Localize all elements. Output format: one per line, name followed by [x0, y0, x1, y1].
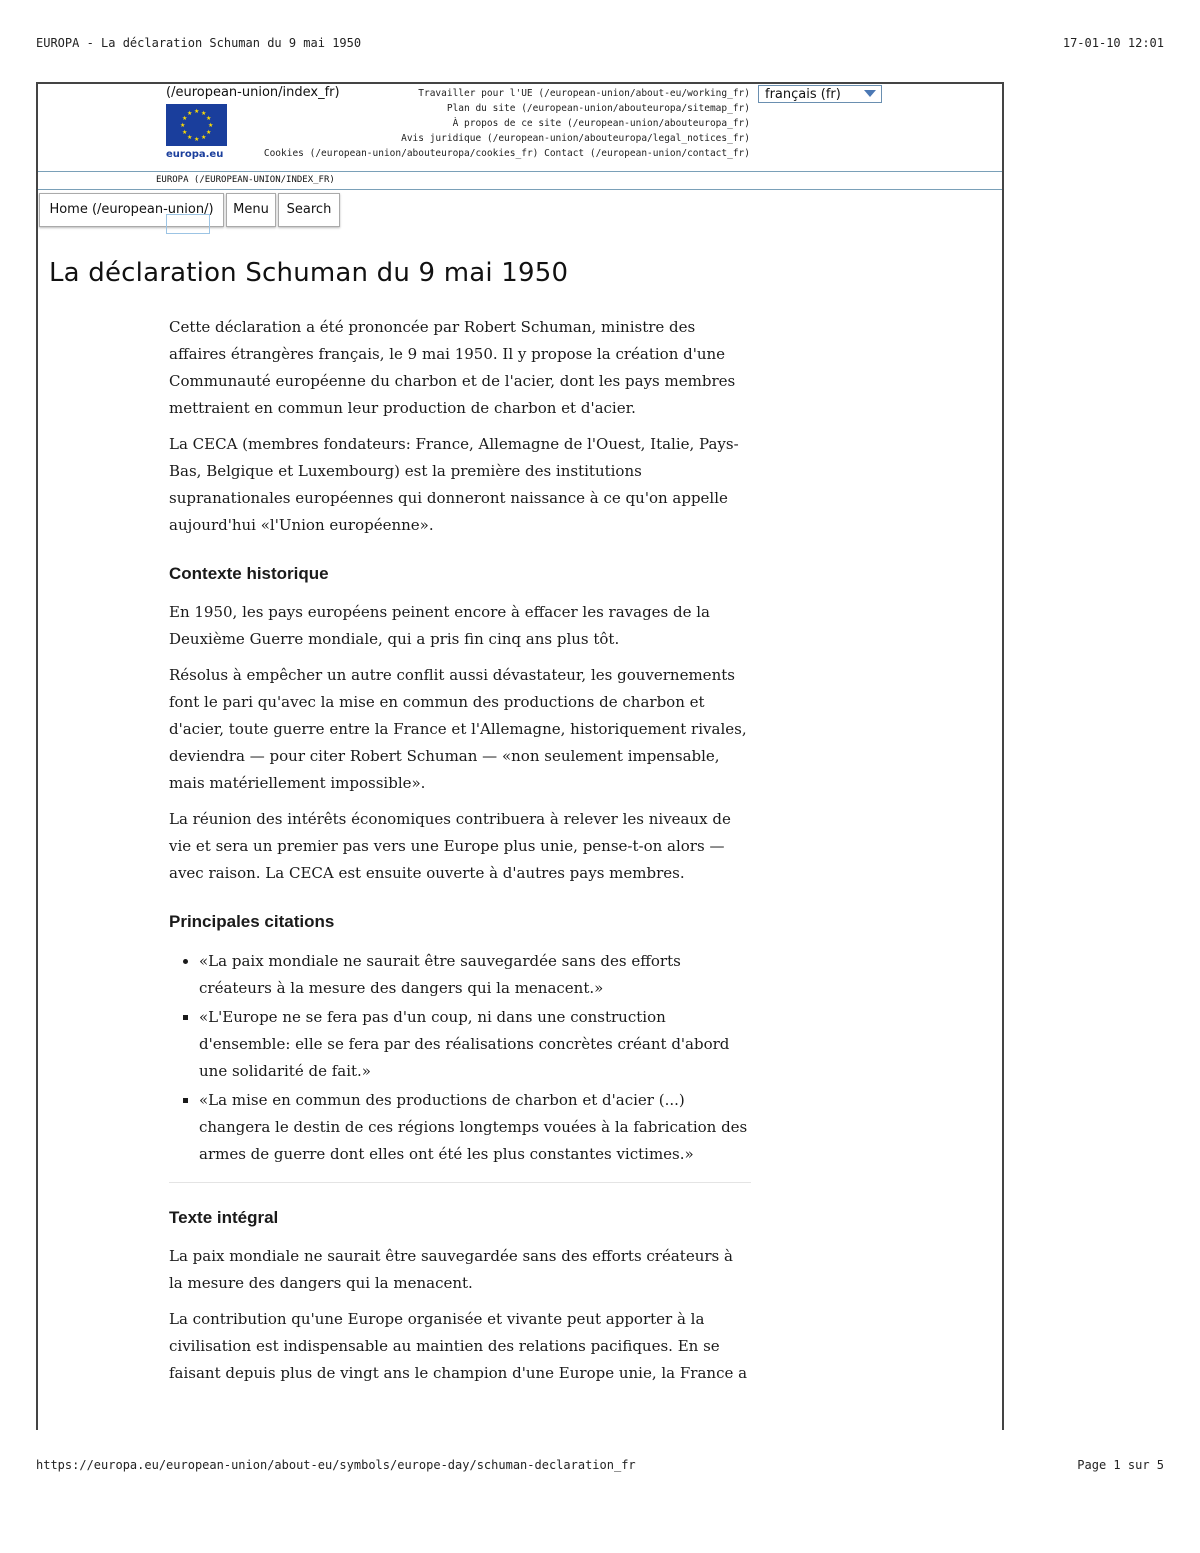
search-button[interactable]: Search [278, 193, 340, 227]
intro-paragraph: Cette déclaration a été prononcée par Robert Schuman, ministre des affaires étrangères français, le 9 mai 1950. Il y propose la création d'une Communauté européenne du charbon et de l'acier, dont les pays membres mettraient en commun leur production de charbon et d'acier. [169, 318, 736, 417]
breadcrumb [38, 172, 1002, 190]
context-paragraph: La réunion des intérêts économiques contribuera à relever les niveaux de vie et sera un premier pas vers une Europe plus unie, pense-t-on alors — avec raison. La CECA est ensuite ouverte à d'autres pays membres. [169, 810, 731, 882]
print-url: https://europa.eu/european-union/about-eu/symbols/europe-day/schuman-declaration_fr [36, 1458, 636, 1472]
list-item: ▪ «La mise en commun des productions de charbon et d'acier (...) changera le destin de ces régions longtemps vouées à la fabrication des armes de guerre dont elles ont été les plus constantes victimes.» [199, 1087, 751, 1168]
intro-paragraph: La CECA (membres fondateurs: France, Allemagne de l'Ouest, Italie, Pays-Bas, Belgique et Luxembourg) est la première des institutions supranationales européennes qui donneront naissance à ce qu'on appelle aujourd'hui «l'Union européenne». [169, 435, 739, 534]
home-link[interactable]: (/european-union/index_fr) [166, 85, 340, 100]
print-footer [36, 1458, 1164, 1472]
europa-logo[interactable] [166, 104, 228, 158]
section-heading: Principales citations [169, 912, 335, 931]
focus-ring [166, 214, 210, 234]
menu-button[interactable]: Menu [226, 193, 276, 227]
eu-flag-icon: ★ ★ ★ ★ ★ ★ ★ ★ ★ ★ ★ ★ [166, 104, 227, 146]
page-frame [36, 82, 1004, 1430]
home-button[interactable]: Home (/european-union/) [39, 193, 224, 227]
link-sitemap[interactable]: Plan du site (/european-union/abouteuropa/sitemap_fr) [446, 103, 750, 114]
logo-text: europa.eu [166, 149, 224, 160]
link-cookies-contact[interactable]: Cookies (/european-union/abouteuropa/cookies_fr) Contact (/european-union/contact_fr) [263, 148, 750, 159]
link-working[interactable]: Travailler pour l'UE (/european-union/about-eu/working_fr) [418, 88, 750, 99]
list-item: • «La paix mondiale ne saurait être sauvegardée sans des efforts créateurs à la mesure des dangers qui la menacent.» [199, 948, 751, 1002]
breadcrumb-link[interactable]: EUROPA (/EUROPEAN-UNION/INDEX_FR) [156, 175, 335, 185]
link-legal[interactable]: Avis juridique (/european-union/abouteuropa/legal_notices_fr) [401, 133, 750, 144]
page-title: La déclaration Schuman du 9 mai 1950 [49, 258, 569, 288]
nav-bar [38, 190, 1002, 230]
full-text-paragraph: La paix mondiale ne saurait être sauvegardée sans des efforts créateurs à la mesure des dangers qui la menacent. [169, 1247, 733, 1292]
section-heading: Texte intégral [169, 1208, 279, 1227]
chevron-down-icon [864, 90, 876, 97]
full-text-paragraph: La contribution qu'une Europe organisée et vivante peut apporter à la civilisation est indispensable au maintien des relations pacifiques. En se faisant depuis plus de vingt ans le champion d'une Europe unie, la France a [169, 1310, 748, 1382]
list-item: ▪ «L'Europe ne se fera pas d'un coup, ni dans une construction d'ensemble: elle se fera par des réalisations concrètes créant d'abord une solidarité de fait.» [199, 1004, 751, 1085]
section-heading: Contexte historique [169, 564, 329, 583]
print-header [36, 36, 1164, 50]
utility-links [264, 86, 750, 161]
quotes-list [169, 948, 751, 1168]
context-paragraph: En 1950, les pays européens peinent encore à effacer les ravages de la Deuxième Guerre mondiale, qui a pris fin cinq ans plus tôt. [169, 603, 710, 648]
link-about[interactable]: À propos de ce site (/european-union/abouteuropa_fr) [452, 118, 750, 129]
language-select[interactable] [758, 85, 882, 103]
language-value: français (fr) [765, 87, 841, 102]
article-body [169, 314, 751, 1396]
print-title: EUROPA - La déclaration Schuman du 9 mai 1950 [36, 36, 362, 50]
site-header [38, 84, 1002, 172]
divider [169, 1182, 751, 1183]
print-datetime: 17-01-10 12:01 [1062, 36, 1164, 50]
context-paragraph: Résolus à empêcher un autre conflit aussi dévastateur, les gouvernements font le pari qu'avec la mise en commun des productions de charbon et d'acier, toute guerre entre la France et l'Allemagne, historiquement rivales, deviendra — pour citer Robert Schuman — «non seulement impensable, mais matériellement impossible». [169, 666, 747, 792]
page-number: Page 1 sur 5 [1077, 1458, 1164, 1472]
